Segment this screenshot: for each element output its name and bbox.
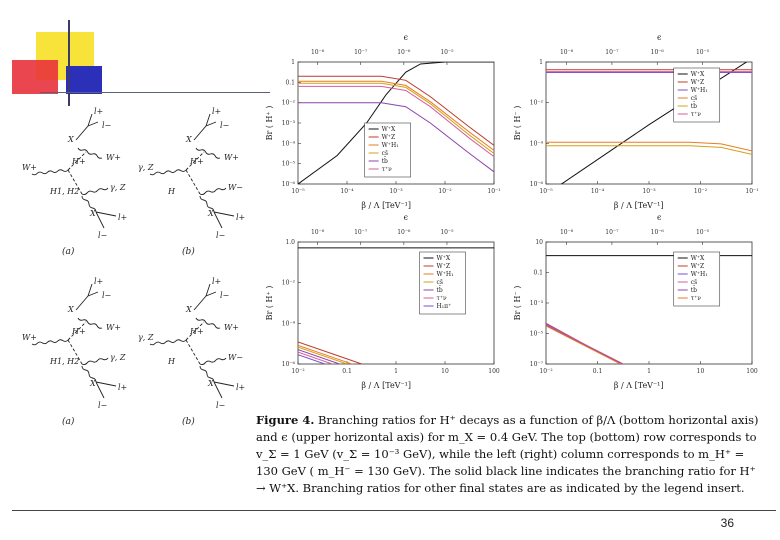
particle-label: X bbox=[68, 305, 74, 314]
legend-entry: W⁺H₁ bbox=[690, 87, 708, 94]
fermion-line bbox=[194, 126, 206, 140]
plot-frame bbox=[546, 242, 752, 364]
boson-line bbox=[82, 358, 108, 365]
particle-label: W+ bbox=[106, 153, 121, 162]
particle-label: l− bbox=[98, 401, 108, 410]
fermion-line bbox=[214, 382, 222, 398]
particle-label: H+ bbox=[190, 327, 204, 336]
chart-panel-bottom-left bbox=[262, 213, 502, 398]
x-axis-label: β / Λ [TeV⁻¹] bbox=[361, 201, 412, 210]
particle-label: γ, Z bbox=[138, 333, 154, 342]
x-tick-label: 10⁻⁵ bbox=[539, 188, 553, 195]
particle-label: l− bbox=[98, 231, 108, 240]
figure-caption bbox=[256, 412, 766, 497]
boson-line bbox=[150, 170, 186, 175]
chart-svg-top-left bbox=[262, 2, 502, 218]
x-tick-label: 10⁻¹ bbox=[487, 188, 501, 195]
fermion-line bbox=[96, 382, 116, 386]
fermion-line bbox=[76, 296, 88, 310]
particle-label: H+ bbox=[72, 157, 86, 166]
x-tick-label: 10⁻² bbox=[291, 368, 305, 375]
particle-label: H1, H2 bbox=[50, 187, 80, 196]
fermion-line bbox=[214, 212, 234, 216]
boson-line bbox=[150, 340, 186, 345]
particle-label: l− bbox=[102, 121, 112, 130]
fermion-line bbox=[96, 382, 104, 398]
fermion-line bbox=[214, 212, 222, 228]
y-tick-label: 10⁻⁷ bbox=[529, 361, 543, 368]
x-tick-label: 10⁻⁴ bbox=[590, 188, 605, 195]
particle-label: X bbox=[68, 135, 74, 144]
top-tick-label: 10⁻⁶ bbox=[397, 229, 411, 236]
x-tick-label: 10⁻² bbox=[693, 188, 708, 195]
y-tick-label: 1 bbox=[291, 59, 295, 66]
y-tick-label: 10⁻² bbox=[281, 279, 295, 287]
feynman-diagrams-svg bbox=[20, 108, 256, 438]
deco-vertical-line bbox=[68, 20, 70, 106]
legend-entry: tb̄ bbox=[436, 287, 443, 294]
y-tick-label: 10⁻² bbox=[281, 99, 295, 107]
legend-entry: W⁺X bbox=[436, 255, 451, 262]
x-tick-label: 100 bbox=[488, 368, 500, 375]
chart-svg-bottom-left bbox=[262, 213, 502, 398]
plot-frame bbox=[546, 62, 752, 184]
y-tick-label: 10⁻⁵ bbox=[281, 160, 295, 168]
legend-entry: cs̄ bbox=[436, 279, 443, 286]
x-axis-label: β / Λ [TeV⁻¹] bbox=[613, 201, 664, 210]
fermion-line bbox=[214, 382, 234, 386]
particle-label: W+ bbox=[224, 153, 239, 162]
legend-entry: cs̄ bbox=[690, 279, 698, 286]
deco-red-block bbox=[12, 60, 58, 94]
legend-entry: W⁺Z bbox=[690, 79, 705, 86]
legend-entry: cs̄ bbox=[690, 95, 698, 102]
legend-entry: W⁺X bbox=[690, 255, 705, 262]
particle-label: X bbox=[208, 379, 214, 388]
particle-label: H1, H2 bbox=[50, 357, 80, 366]
x-tick-label: 10⁻⁴ bbox=[340, 188, 354, 195]
particle-label: X bbox=[90, 379, 96, 388]
x-axis-label: β / Λ [TeV⁻¹] bbox=[613, 381, 664, 390]
top-tick-label: 10⁻⁸ bbox=[310, 229, 325, 236]
particle-label: l− bbox=[216, 231, 226, 240]
top-tick-label: 10⁻⁸ bbox=[559, 49, 574, 56]
y-tick-label: 10⁻⁴ bbox=[529, 140, 543, 148]
particle-label: γ, Z bbox=[110, 353, 126, 362]
top-tick-label: 10⁻⁶ bbox=[650, 229, 664, 236]
top-tick-label: 10⁻⁸ bbox=[310, 49, 325, 56]
feynman-diagram-4 bbox=[138, 277, 245, 427]
x-tick-label: 10⁻⁵ bbox=[291, 188, 305, 195]
particle-label: W− bbox=[228, 353, 243, 362]
x-axis-label: β / Λ [TeV⁻¹] bbox=[361, 381, 412, 390]
y-tick-label: 10⁻⁴ bbox=[281, 140, 295, 148]
figure-label: Figure 4. bbox=[256, 413, 315, 427]
y-tick-label: 10⁻⁵ bbox=[529, 330, 543, 338]
legend-entry: cs̄ bbox=[381, 150, 389, 157]
particle-label: H+ bbox=[190, 157, 204, 166]
particle-label: X bbox=[186, 135, 192, 144]
top-axis-label: ϵ bbox=[657, 33, 662, 42]
particle-label: W− bbox=[228, 183, 243, 192]
particle-label: l+ bbox=[236, 383, 246, 392]
top-tick-label: 10⁻⁵ bbox=[440, 49, 454, 56]
footer-rule bbox=[12, 510, 776, 511]
diagram-label: (a) bbox=[62, 247, 75, 257]
boson-line bbox=[32, 340, 68, 345]
y-tick-label: 10⁻² bbox=[529, 99, 543, 107]
scalar-line bbox=[186, 340, 200, 364]
particle-label: l+ bbox=[212, 277, 222, 286]
legend-entry: W⁺X bbox=[381, 126, 396, 133]
legend-entry: tb̄ bbox=[690, 287, 697, 294]
feynman-diagrams bbox=[20, 108, 256, 438]
top-tick-label: 10⁻⁷ bbox=[605, 229, 619, 236]
y-tick-label: 10⁻⁴ bbox=[281, 320, 295, 328]
particle-label: W+ bbox=[22, 333, 37, 342]
particle-label: l+ bbox=[212, 107, 222, 116]
particle-label: W+ bbox=[22, 163, 37, 172]
fermion-line bbox=[96, 212, 116, 216]
deco-horizontal-line bbox=[40, 92, 270, 93]
particle-label: H bbox=[168, 357, 175, 366]
legend-entry: tb̄ bbox=[381, 158, 388, 165]
particle-label: γ, Z bbox=[110, 183, 126, 192]
y-axis-label: Br ( H⁻ ) bbox=[513, 105, 522, 141]
top-axis-label: ϵ bbox=[657, 213, 662, 222]
x-tick-label: 1 bbox=[647, 368, 651, 375]
y-tick-label: 10⁻⁶ bbox=[281, 181, 295, 188]
legend-entry: W⁺Z bbox=[381, 134, 396, 141]
top-tick-label: 10⁻⁵ bbox=[440, 229, 454, 236]
legend-entry: τ⁺ν bbox=[381, 166, 392, 173]
top-axis-label: ϵ bbox=[403, 33, 409, 42]
top-tick-label: 10⁻⁷ bbox=[354, 49, 368, 56]
x-tick-label: 10⁻² bbox=[438, 188, 452, 195]
x-tick-label: 10⁻² bbox=[539, 368, 553, 375]
legend-entry: W⁺H₁ bbox=[436, 271, 454, 278]
boson-line bbox=[82, 188, 108, 195]
particle-label: H bbox=[168, 187, 175, 196]
fermion-line bbox=[194, 296, 206, 310]
diagram-label: (a) bbox=[62, 417, 75, 427]
particle-label: X bbox=[90, 209, 96, 218]
scalar-line bbox=[186, 170, 200, 194]
legend-entry: τ⁺ν bbox=[436, 295, 447, 302]
particle-label: l+ bbox=[236, 213, 246, 222]
y-tick-label: 10⁻³ bbox=[529, 300, 543, 307]
x-tick-label: 1 bbox=[394, 368, 398, 375]
page-number: 36 bbox=[720, 516, 734, 530]
top-axis-label: ϵ bbox=[403, 213, 409, 222]
particle-label: W+ bbox=[106, 323, 121, 332]
chart-panel-top-left bbox=[262, 2, 502, 218]
y-tick-label: 0.1 bbox=[533, 269, 543, 277]
y-tick-label: 10⁻⁶ bbox=[281, 361, 295, 368]
particle-label: X bbox=[208, 209, 214, 218]
top-tick-label: 10⁻⁵ bbox=[695, 49, 710, 56]
particle-label: H+ bbox=[72, 327, 86, 336]
caption-text: Branching ratios for H⁺ decays as a function of β/Λ (bottom horizontal axis) and ϵ (upper horizontal axis) for m_X = 0.4 GeV. The top (bottom) row corresponds to v_Σ = 1 GeV (v_Σ = 10⁻³ GeV), while the left (right) column corresponds to m_H⁺ = 130 GeV ( m_H⁻ = 130 GeV). The solid black line indicates the branching ratio for H⁺ → W⁺X. Branching ratios for other final states are as indicated by the legend insert. bbox=[256, 413, 759, 495]
particle-label: l− bbox=[220, 291, 230, 300]
y-tick-label: 10⁻³ bbox=[281, 120, 295, 127]
x-tick-label: 10 bbox=[441, 368, 449, 375]
chart-svg-bottom-right bbox=[510, 213, 760, 398]
particle-label: l+ bbox=[118, 383, 128, 392]
chart-panel-top-right bbox=[510, 2, 760, 218]
x-tick-label: 10 bbox=[696, 368, 705, 375]
legend-entry: H₁π⁺ bbox=[436, 303, 452, 310]
x-tick-label: 0.1 bbox=[592, 368, 603, 375]
diagram-label: (b) bbox=[182, 247, 195, 257]
x-tick-label: 10⁻¹ bbox=[745, 188, 759, 195]
y-tick-label: 0.1 bbox=[285, 79, 295, 87]
legend-entry: tb̄ bbox=[690, 103, 697, 110]
x-tick-label: 10⁻³ bbox=[642, 188, 656, 195]
top-tick-label: 10⁻⁷ bbox=[354, 229, 368, 236]
feynman-diagram-2 bbox=[138, 107, 245, 257]
feynman-diagram-3 bbox=[22, 277, 127, 427]
top-tick-label: 10⁻⁵ bbox=[695, 229, 710, 236]
y-axis-label: Br ( H⁺ ) bbox=[265, 105, 274, 141]
boson-line bbox=[200, 358, 226, 365]
x-tick-label: 100 bbox=[746, 368, 758, 375]
particle-label: l− bbox=[216, 401, 226, 410]
particle-label: X bbox=[186, 305, 192, 314]
boson-line bbox=[200, 188, 226, 195]
particle-label: l+ bbox=[94, 107, 104, 116]
diagram-label: (b) bbox=[182, 417, 195, 427]
top-tick-label: 10⁻⁶ bbox=[397, 49, 411, 56]
feynman-diagram-1 bbox=[22, 107, 127, 257]
y-tick-label: 10⁻⁶ bbox=[529, 181, 543, 188]
particle-label: l+ bbox=[118, 213, 128, 222]
boson-line bbox=[32, 170, 68, 175]
x-tick-label: 0.1 bbox=[342, 368, 352, 375]
legend-entry: τ⁺ν bbox=[690, 295, 701, 302]
chart-svg-top-right bbox=[510, 2, 760, 218]
legend-entry: τ⁺ν bbox=[690, 111, 701, 118]
fermion-line bbox=[76, 126, 88, 140]
top-tick-label: 10⁻⁶ bbox=[650, 49, 664, 56]
particle-label: l+ bbox=[94, 277, 104, 286]
top-tick-label: 10⁻⁸ bbox=[559, 229, 574, 236]
legend-entry: W⁺X bbox=[690, 71, 705, 78]
y-axis-label: Br ( H⁻ ) bbox=[513, 285, 522, 321]
x-tick-label: 10⁻³ bbox=[389, 188, 403, 195]
fermion-line bbox=[96, 212, 104, 228]
legend-entry: W⁺H₁ bbox=[690, 271, 708, 278]
top-tick-label: 10⁻⁷ bbox=[605, 49, 619, 56]
particle-label: l− bbox=[102, 291, 112, 300]
y-axis-label: Br ( H⁺ ) bbox=[265, 285, 274, 321]
y-tick-label: 1 bbox=[539, 59, 543, 66]
legend-entry: W⁺H₁ bbox=[381, 142, 399, 149]
legend-entry: W⁺Z bbox=[436, 263, 451, 270]
particle-label: W+ bbox=[224, 323, 239, 332]
y-tick-label: 1.0 bbox=[285, 239, 295, 246]
particle-label: l− bbox=[220, 121, 230, 130]
deco-blue-block bbox=[66, 66, 102, 94]
legend-entry: W⁺Z bbox=[690, 263, 705, 270]
y-tick-label: 10 bbox=[535, 239, 543, 246]
chart-panel-bottom-right bbox=[510, 213, 760, 398]
particle-label: γ, Z bbox=[138, 163, 154, 172]
